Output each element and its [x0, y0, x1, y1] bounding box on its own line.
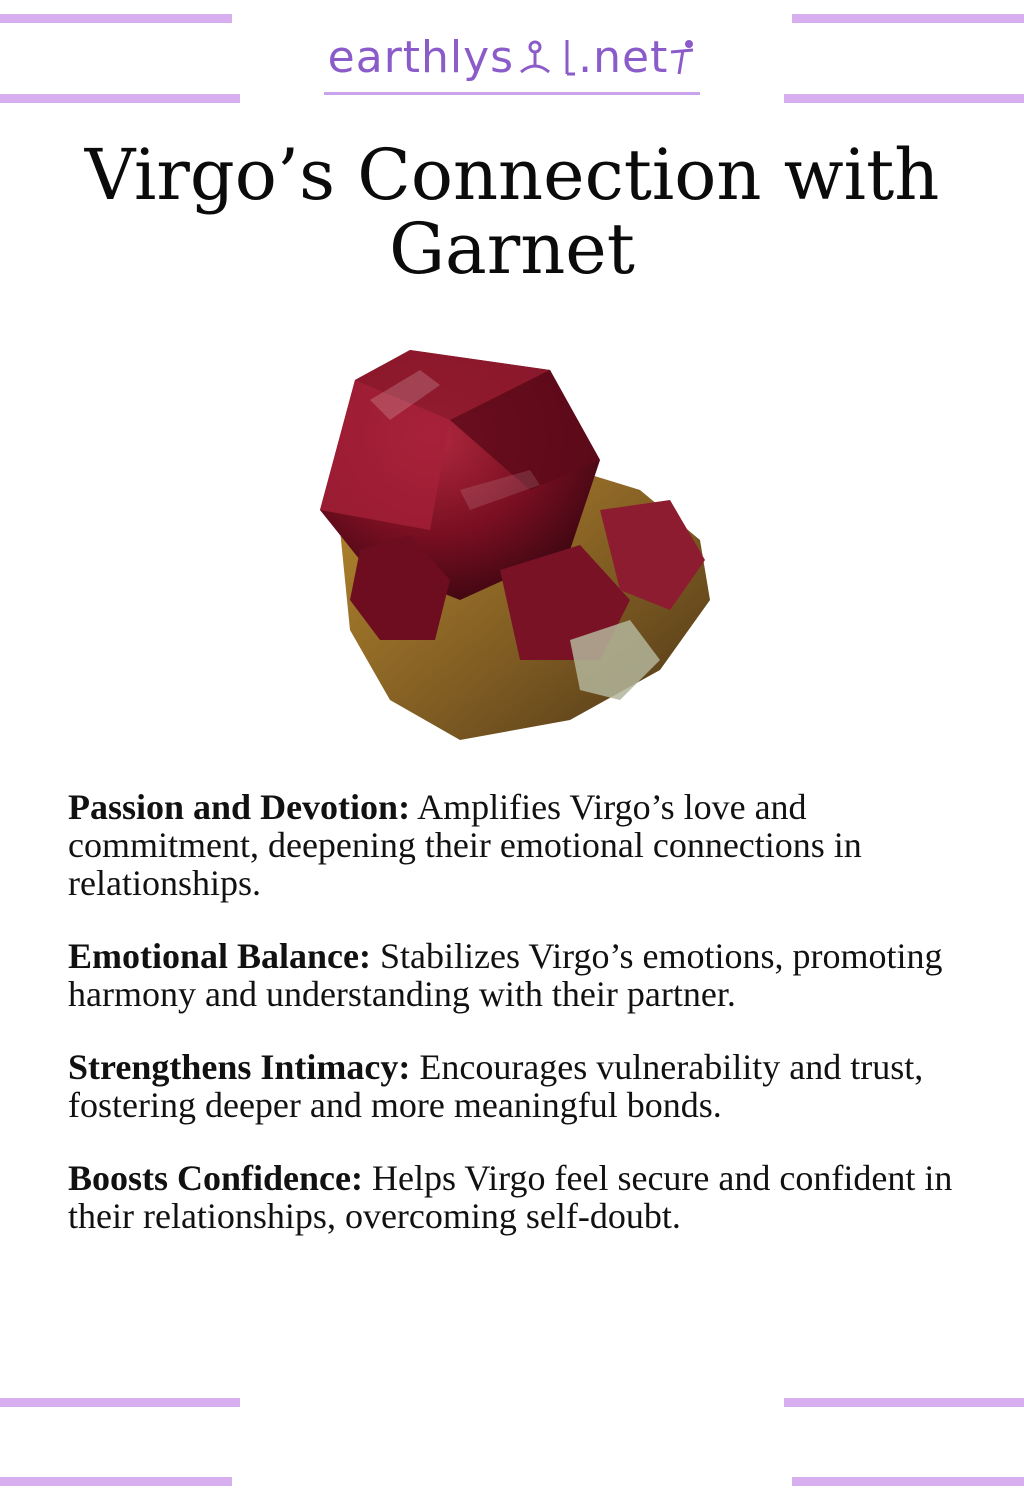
site-logo[interactable]: [0, 32, 1024, 95]
benefits-list: [68, 788, 958, 1270]
benefit-text: Helps Virgo feel secure and confident in their relationships, overcoming self-doubt.: [68, 1158, 953, 1236]
benefit-label: Boosts Confidence:: [68, 1158, 363, 1198]
benefit-text: Stabilizes Virgo’s emotions, promoting harmony and understanding with their partner.: [68, 936, 943, 1014]
benefit-label: Passion and Devotion:: [68, 787, 411, 827]
logo-dot: .: [578, 32, 594, 83]
decorative-bar: [792, 14, 1024, 23]
yoga-pose-icon: [669, 38, 695, 90]
benefit-item: [68, 1048, 958, 1124]
logo-wordmark: [324, 32, 701, 95]
benefit-label: Strengthens Intimacy:: [68, 1047, 411, 1087]
decorative-bar: [784, 94, 1024, 103]
benefit-text: Amplifies Virgo’s love and commitment, deepening their emotional connections in relationships.: [68, 787, 862, 903]
page-title: Virgo’s Connection with Garnet: [84, 134, 940, 290]
benefit-item: [68, 1159, 958, 1235]
decorative-bar: [0, 94, 240, 103]
decorative-bar: [784, 1398, 1024, 1407]
garnet-crystal-icon: [300, 340, 730, 750]
benefit-item: [68, 788, 958, 902]
benefit-label: Emotional Balance:: [68, 936, 371, 976]
decorative-bar: [0, 1477, 232, 1486]
decorative-bar: [0, 14, 232, 23]
decorative-bar: [792, 1477, 1024, 1486]
meditation-figure-icon: [515, 38, 555, 90]
benefit-text: Encourages vulnerability and trust, fostering deeper and more meaningful bonds.: [68, 1047, 924, 1125]
decorative-bar: [0, 1398, 240, 1407]
dancer-figure-icon: [557, 38, 577, 90]
benefit-item: [68, 937, 958, 1013]
logo-text-after: net: [593, 32, 669, 83]
logo-text-before: earthlys: [327, 32, 515, 83]
